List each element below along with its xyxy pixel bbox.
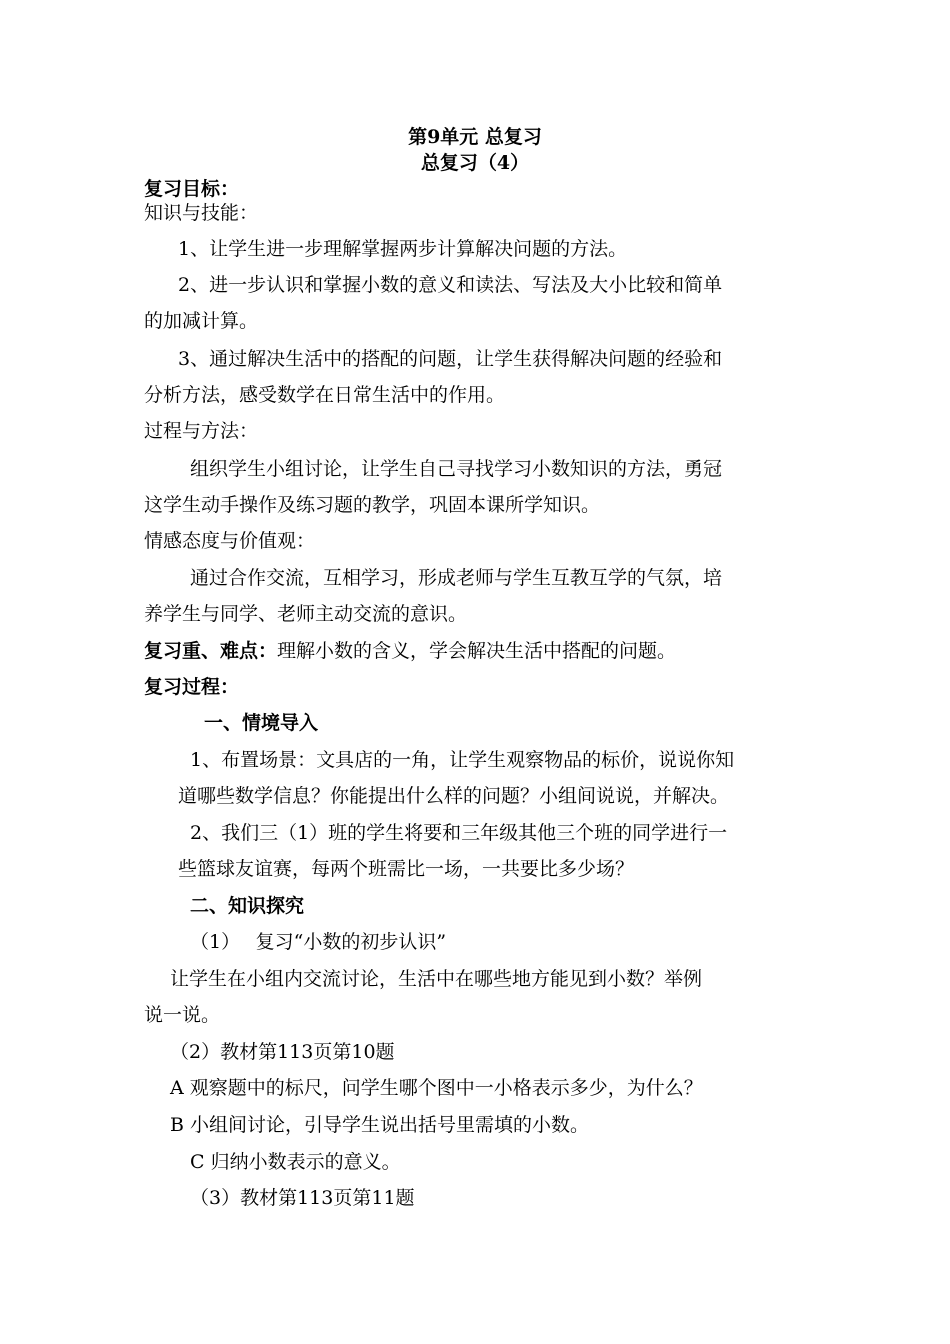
doc-title: 第9单元 总复习 [408,126,542,148]
emotion-heading: 情感态度与价值观： [144,530,316,552]
scene-item-1-line-1: 1、布置场景：文具店的一角，让学生观察物品的标价，说说你知 [190,749,735,771]
knowledge-item-3-line-2: 分析方法，感受数学在日常生活中的作用。 [144,384,506,406]
explore-item-2: （2）教材第113页第10题 [170,1041,395,1063]
explore-item-2-c: C 归纳小数表示的意义。 [190,1151,401,1173]
scene-item-2-line-1: 2、我们三（1）班的学生将要和三年级其他三个班的同学进行一 [190,822,728,844]
doc-subtitle: 总复习（4） [420,152,530,174]
knowledge-heading: 知识与技能： [144,202,259,224]
explore-item-1-desc-line-1: 让学生在小组内交流讨论，生活中在哪些地方能见到小数？举例 [170,968,703,990]
key-points [144,638,676,664]
explore-item-3: （3）教材第113页第11题 [190,1187,415,1209]
key-points-label: 复习重、难点： [144,640,278,662]
explore-item-2-a: A 观察题中的标尺，问学生哪个图中一小格表示多少，为什么？ [170,1077,703,1099]
knowledge-item-2-line-2: 的加减计算。 [144,310,259,332]
objectives-heading: 复习目标： [144,178,240,200]
review-process-heading: 复习过程： [144,676,240,698]
knowledge-item-1: 1、让学生进一步理解掌握两步计算解决问题的方法。 [178,238,628,260]
process-heading: 过程与方法： [144,420,259,442]
explore-item-1-desc-line-2: 说一说。 [144,1004,221,1026]
knowledge-item-2-line-1: 2、进一步认识和掌握小数的意义和读法、写法及大小比较和简单 [178,274,723,296]
process-line-1: 组织学生小组讨论，让学生自己寻找学习小数知识的方法，勇冠 [190,458,723,480]
emotion-line-2: 养学生与同学、老师主动交流的意识。 [144,603,468,625]
scene-item-2-line-2: 些篮球友谊赛，每两个班需比一场，一共要比多少场？ [178,858,635,880]
emotion-line-1: 通过合作交流，互相学习，形成老师与学生互教互学的气氛，培 [190,567,723,589]
key-points-text: 理解小数的含义，学会解决生活中搭配的问题。 [277,640,677,662]
explore-item-1: （1） 复习“小数的初步认识” [190,931,447,953]
explore-item-2-b: B 小组间讨论，引导学生说出括号里需填的小数。 [170,1114,590,1136]
section-2-heading: 二、知识探究 [190,895,305,917]
scene-item-1-line-2: 道哪些数学信息？你能提出什么样的问题？小组间说说，并解决。 [178,785,730,807]
section-1-heading: 一、情境导入 [204,712,319,734]
knowledge-item-3-line-1: 3、通过解决生活中的搭配的问题，让学生获得解决问题的经验和 [178,348,723,370]
process-line-2: 这学生动手操作及练习题的教学，巩固本课所学知识。 [144,494,601,516]
